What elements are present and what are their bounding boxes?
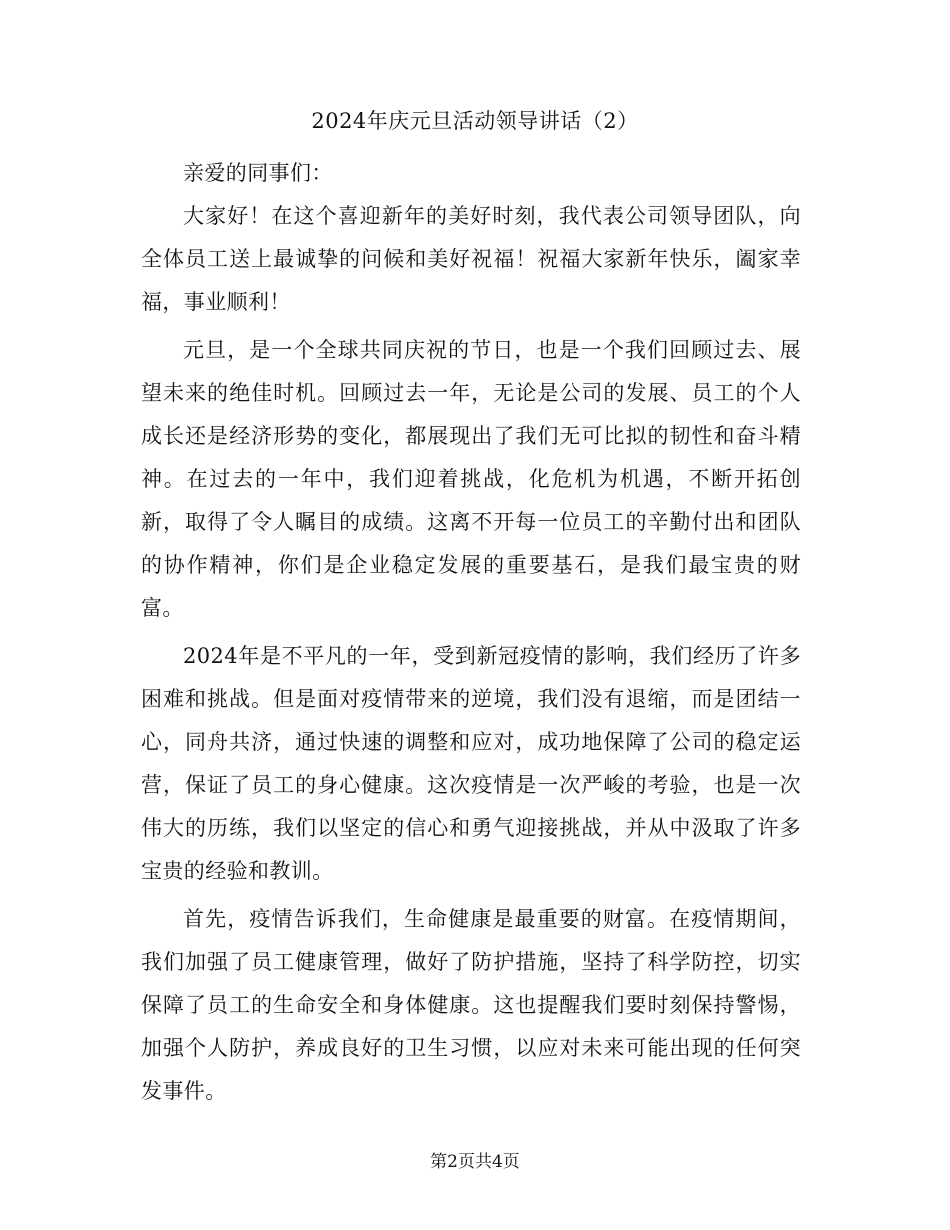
greeting-paragraph: 亲爱的同事们： [183, 161, 333, 185]
body-paragraph: 2024年是不平凡的一年，受到新冠疫情的影响，我们经历了许多困难和挑战。但是面对疫情带来的逆境，我们没有退缩，而是团结一心，同舟共济，通过快速的调整和应对，成功地保障了公司的稳定运营，保证了员工的身心健康。这次疫情是一次严峻的考验，也是一次伟大的历练，我们以坚定的信心和勇气迎接挑战，并从中汲取了许多宝贵的经验和教训。 [141, 644, 801, 883]
body-paragraph: 元旦，是一个全球共同庆祝的节日，也是一个我们回顾过去、展望未来的绝佳时机。回顾过去一年，无论是公司的发展、员工的个人成长还是经济形势的变化，都展现出了我们无可比拟的韧性和奋斗精神。在过去的一年中，我们迎着挑战，化危机为机遇，不断开拓创新，取得了令人瞩目的成绩。这离不开每一位员工的辛勤付出和团队的协作精神，你们是企业稳定发展的重要基石，是我们最宝贵的财富。 [141, 338, 801, 620]
document-title: 2024年庆元旦活动领导讲话（2） [311, 109, 639, 133]
page-number-footer: 第2页共4页 [430, 1152, 520, 1172]
body-paragraph: 首先，疫情告诉我们，生命健康是最重要的财富。在疫情期间，我们加强了员工健康管理，做好了防护措施，坚持了科学防控，切实保障了员工的生命安全和身体健康。这也提醒我们要时刻保持警惕，加强个人防护，养成良好的卫生习惯，以应对未来可能出现的任何突发事件。 [141, 907, 801, 1103]
body-paragraph: 大家好！在这个喜迎新年的美好时刻，我代表公司领导团队，向全体员工送上最诚挚的问候和美好祝福！祝福大家新年快乐，阖家幸福，事业顺利！ [141, 204, 801, 314]
document-body [141, 152, 801, 1118]
